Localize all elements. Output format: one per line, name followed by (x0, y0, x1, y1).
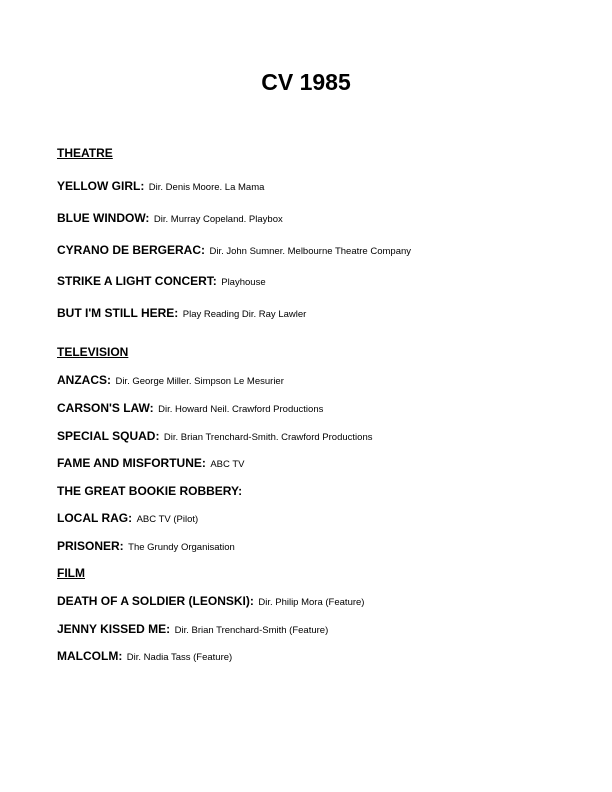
theatre-entry (57, 305, 306, 322)
film-entry (57, 593, 364, 610)
entry-detail: Dir. Howard Neil. Crawford Productions (158, 404, 324, 415)
entry-title: BLUE WINDOW: (57, 211, 150, 225)
section-heading-television: TELEVISION (57, 345, 129, 359)
entry-detail: Dir. John Sumner. Melbourne Theatre Company (209, 246, 412, 257)
theatre-entry (57, 178, 264, 195)
entry-detail: Dir. Philip Mora (Feature) (258, 597, 365, 608)
section-heading-theatre: THEATRE (57, 146, 113, 160)
entry-detail: Dir. Denis Moore. La Mama (148, 182, 265, 193)
entry-detail: ABC TV (Pilot) (136, 514, 199, 525)
entry-title: DEATH OF A SOLDIER (LEONSKI): (57, 594, 254, 608)
entry-detail: Dir. Murray Copeland. Playbox (153, 214, 283, 225)
entry-title: CYRANO DE BERGERAC: (57, 243, 206, 257)
theatre-entry (57, 210, 283, 227)
television-entry (57, 428, 372, 445)
entry-title: THE GREAT BOOKIE ROBBERY: (57, 484, 243, 498)
entry-title: SPECIAL SQUAD: (57, 429, 160, 443)
entry-title: LOCAL RAG: (57, 511, 133, 525)
television-entry (57, 483, 242, 500)
entry-detail: The Grundy Organisation (128, 542, 235, 553)
entry-title: ANZACS: (57, 373, 111, 387)
theatre-entry (57, 242, 411, 259)
entry-detail: Dir. Nadia Tass (Feature) (126, 652, 233, 663)
television-entry (57, 400, 323, 417)
entry-title: CARSON'S LAW: (57, 401, 154, 415)
television-entry (57, 372, 284, 389)
television-entry (57, 455, 244, 472)
entry-detail: Play Reading Dir. Ray Lawler (182, 309, 307, 320)
section-heading-film: FILM (57, 566, 85, 580)
entry-detail: Dir. Brian Trenchard-Smith (Feature) (174, 625, 329, 636)
page-title: CV 1985 (261, 69, 351, 95)
film-entry (57, 648, 232, 665)
film-entry (57, 621, 328, 638)
entry-detail: ABC TV (210, 459, 245, 470)
theatre-entry (57, 273, 266, 290)
entry-title: PRISONER: (57, 539, 124, 553)
entry-title: FAME AND MISFORTUNE: (57, 456, 206, 470)
entry-title: YELLOW GIRL: (57, 179, 145, 193)
entry-detail: Dir. George Miller. Simpson Le Mesurier (115, 376, 284, 387)
entry-title: STRIKE A LIGHT CONCERT: (57, 274, 217, 288)
entry-detail: Playhouse (221, 277, 266, 288)
entry-title: MALCOLM: (57, 649, 123, 663)
television-entry (57, 538, 235, 555)
television-entry (57, 510, 198, 527)
entry-title: JENNY KISSED ME: (57, 622, 171, 636)
entry-title: BUT I'M STILL HERE: (57, 306, 179, 320)
entry-detail: Dir. Brian Trenchard-Smith. Crawford Productions (163, 432, 373, 443)
